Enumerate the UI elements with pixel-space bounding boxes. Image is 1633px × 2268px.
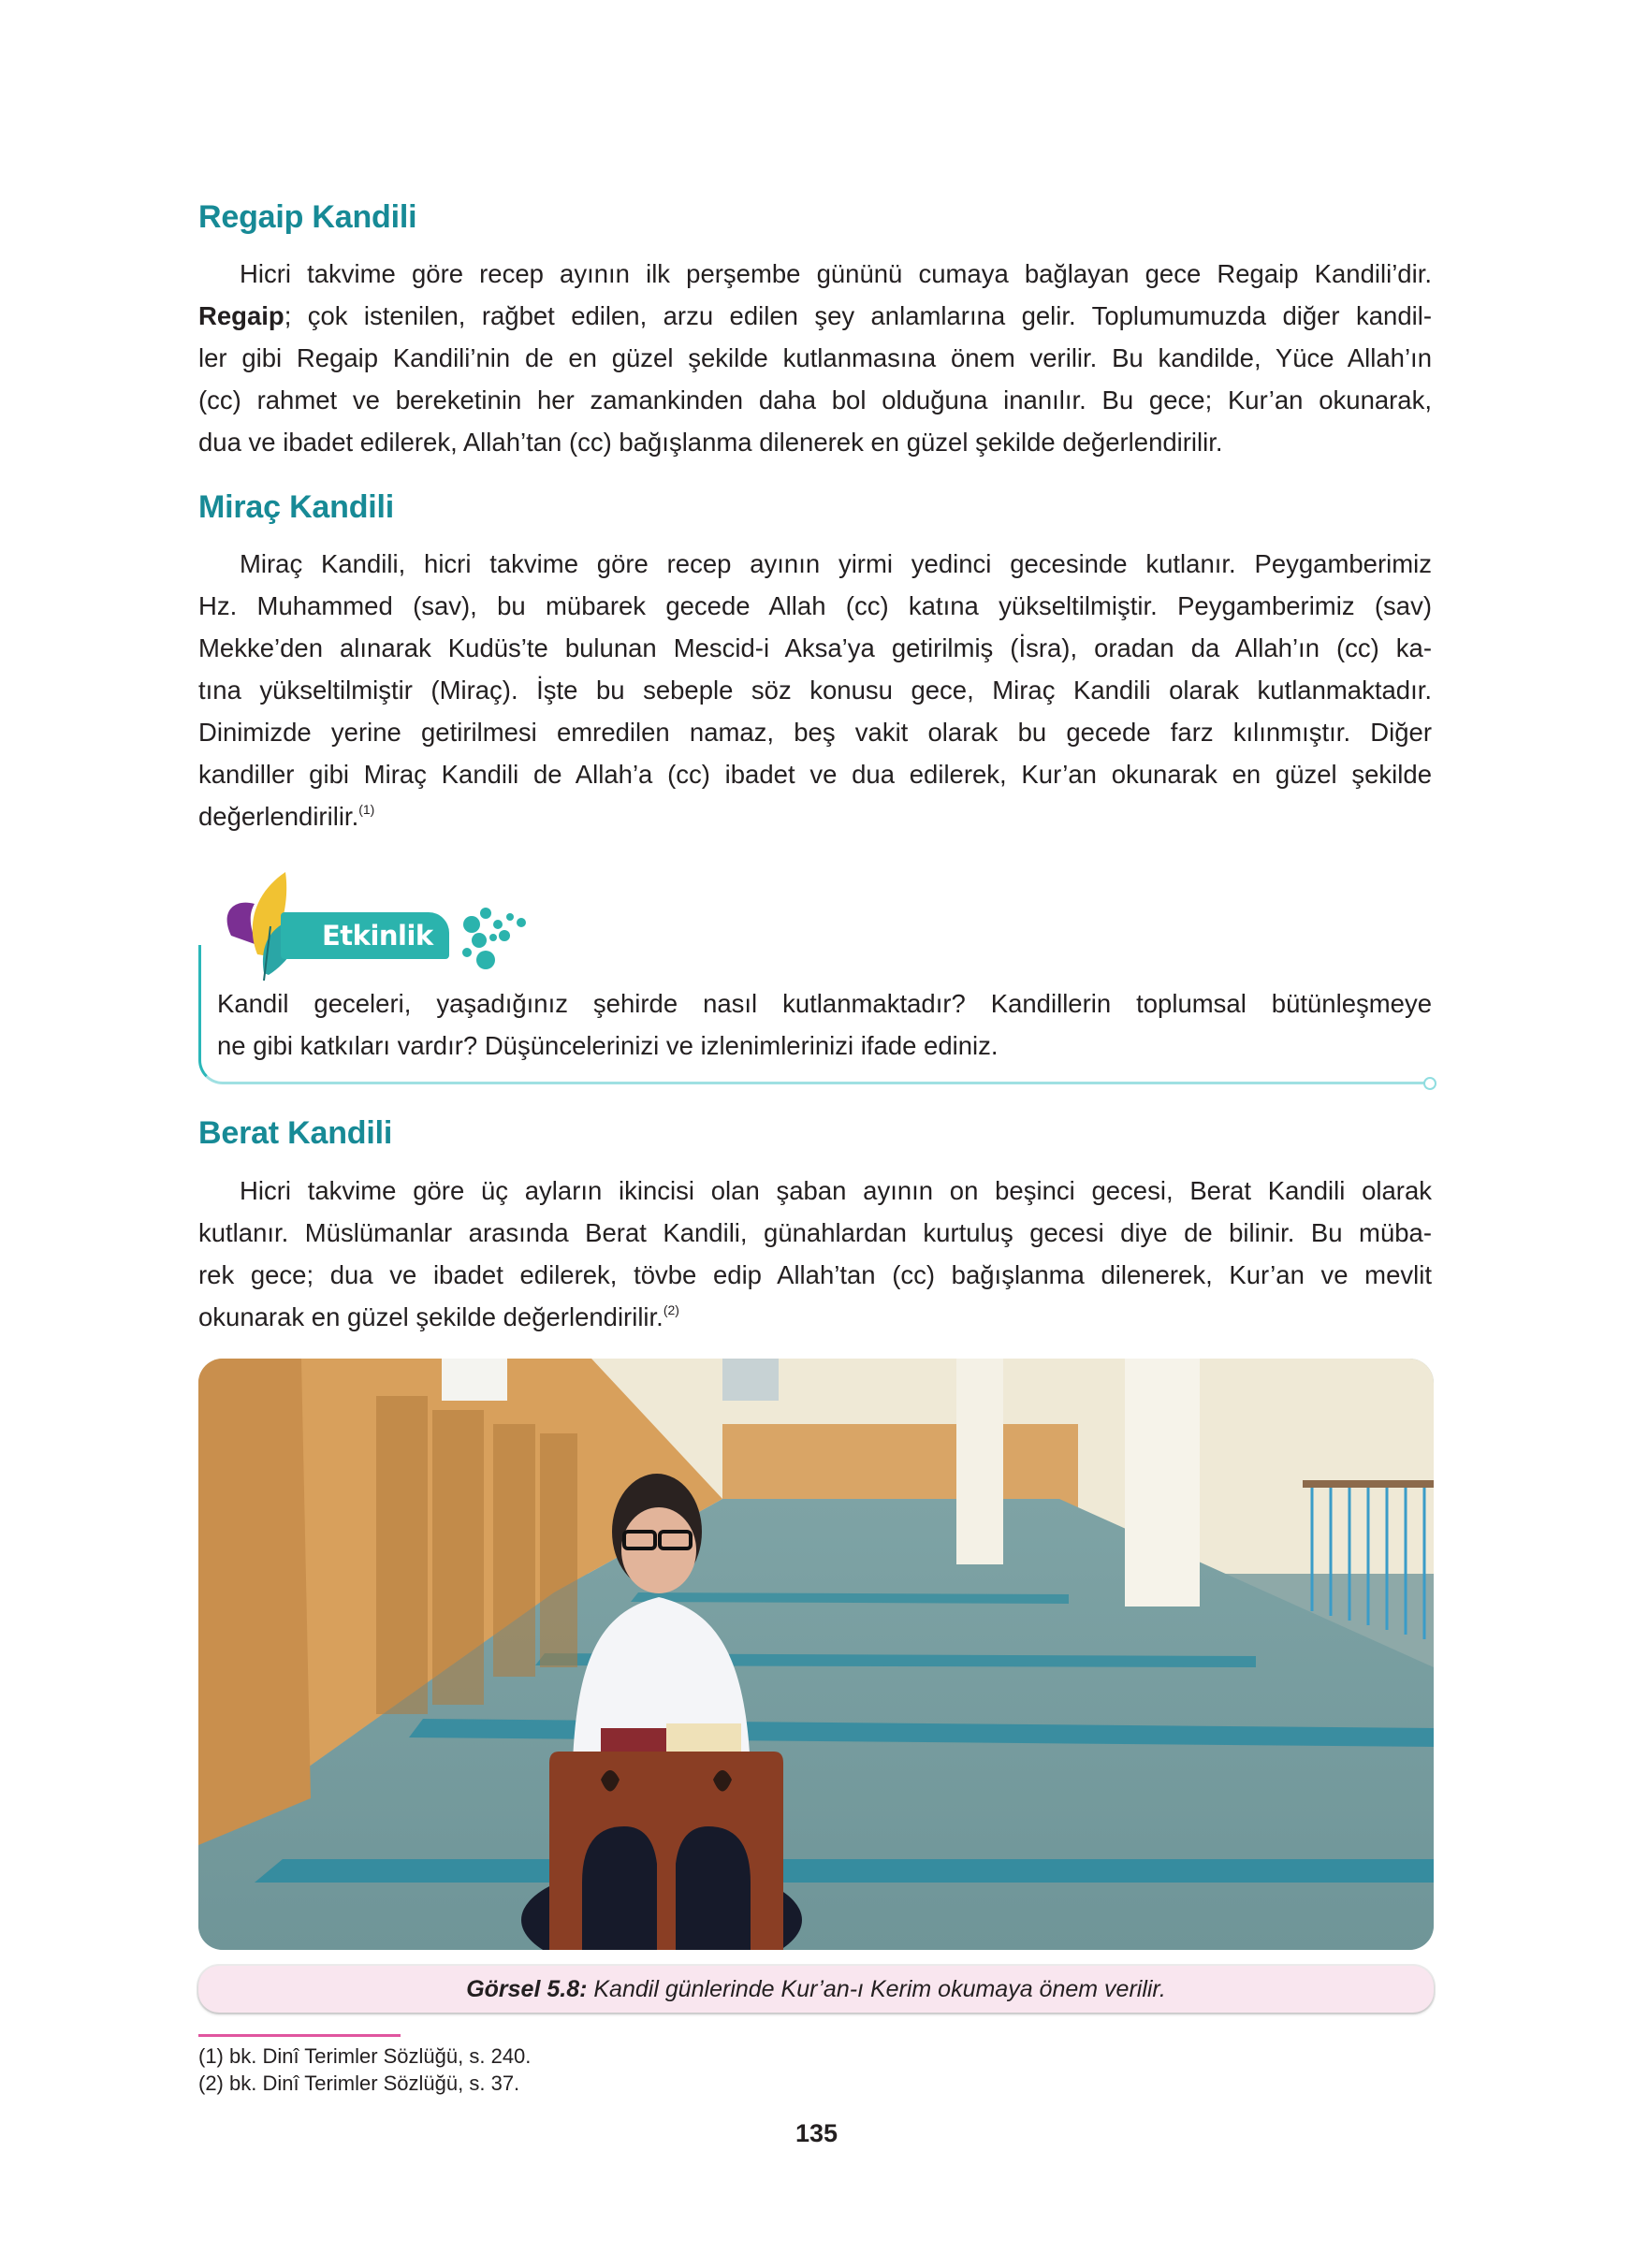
heading-berat-kandili: Berat Kandili bbox=[198, 1115, 393, 1151]
text-line: rek gece; dua ve ibadet edilerek, tövbe edip Allah’tan (cc) bağışlanma dilenerek, Kur’an ve mevlit bbox=[198, 1260, 1432, 1289]
activity-label: Etkinlik bbox=[281, 912, 449, 959]
footnote-2: (2) bk. Dinî Terimler Sözlüğü, s. 37. bbox=[198, 2072, 520, 2095]
footnote-1: (1) bk. Dinî Terimler Sözlüğü, s. 240. bbox=[198, 2044, 532, 2068]
text-line: ler gibi Regaip Kandili’nin de en güzel şekilde kutlanmasına önem verilir. Bu kandilde, Yüce Allah’ın bbox=[198, 343, 1432, 372]
heading-mirac-kandili: Miraç Kandili bbox=[198, 489, 395, 525]
figure-caption bbox=[198, 1966, 1434, 2013]
figure-label: Görsel 5.8: bbox=[466, 1976, 588, 2002]
paragraph-berat bbox=[198, 1170, 1432, 1338]
activity-text bbox=[217, 982, 1432, 1067]
text-line: Dinimizde yerine getirilmesi emredilen namaz, beş vakit olarak bu gecede farz kılınmıştır. Diğer bbox=[198, 718, 1432, 747]
photo-illustration bbox=[198, 1359, 1434, 1950]
footnote-ref-1: (1) bbox=[358, 802, 375, 817]
page-number: 135 bbox=[795, 2119, 838, 2147]
text-line: ne gibi katkıları vardır? Düşüncelerinizi ve izlenimlerinizi ifade ediniz. bbox=[217, 1031, 999, 1060]
text-line: dua ve ibadet edilerek, Allah’tan (cc) bağışlanma dilenerek en güzel şekilde değerlendirilir. bbox=[198, 428, 1223, 457]
footnote-divider bbox=[198, 2034, 401, 2037]
text-line: okunarak en güzel şekilde değerlendirilir. bbox=[198, 1302, 663, 1331]
text-line: Hz. Muhammed (sav), bu mübarek gecede Allah (cc) katına yükseltilmiştir. Peygamberimiz (sav) bbox=[198, 591, 1432, 620]
line-end-circle-icon bbox=[1423, 1077, 1436, 1090]
text-line: Hicri takvime göre recep ayının ilk perşembe gününü cumaya bağlayan gece Regaip Kandili’dir. bbox=[240, 259, 1432, 288]
paragraph-mirac bbox=[198, 543, 1432, 837]
text-line: (cc) rahmet ve bereketinin her zamankinden daha bol olduğuna inanılır. Bu gece; Kur’an okunarak, bbox=[198, 385, 1432, 414]
paragraph-regaip bbox=[198, 253, 1432, 463]
text-line: Miraç Kandili, hicri takvime göre recep ayının yirmi yedinci gecesinde kutlanır. Peygamberimiz bbox=[240, 549, 1432, 578]
text-line: ; çok istenilen, rağbet edilen, arzu edilen şey anlamlarına gelir. Toplumumuzda diğer kandil- bbox=[284, 301, 1432, 330]
heading-regaip-kandili: Regaip Kandili bbox=[198, 199, 417, 235]
figure-photo bbox=[198, 1359, 1434, 1950]
text-line: Hicri takvime göre üç ayların ikincisi olan şaban ayının on beşinci gecesi, Berat Kandili olarak bbox=[240, 1176, 1432, 1205]
text-line: kandiller gibi Miraç Kandili de Allah’a (cc) ibadet ve dua edilerek, Kur’an okunarak en güzel şekilde bbox=[198, 760, 1432, 789]
figure-caption-text: Kandil günlerinde Kur’an-ı Kerim okumaya önem verilir. bbox=[587, 1976, 1166, 2002]
text-line: Mekke’den alınarak Kudüs’te bulunan Mescid-i Aksa’ya getirilmiş (İsra), oradan da Allah’ın (cc) ka- bbox=[198, 633, 1432, 662]
text-line: Kandil geceleri, yaşadığınız şehirde nasıl kutlanmaktadır? Kandillerin toplumsal bütünleşmeye bbox=[217, 989, 1432, 1018]
footnote-ref-2: (2) bbox=[663, 1302, 679, 1317]
text-line: değerlendirilir. bbox=[198, 802, 359, 831]
bold-term-regaip: Regaip bbox=[198, 301, 284, 330]
text-line: kutlanır. Müslümanlar arasında Berat Kandili, günahlardan kurtuluş gecesi diye de bilinir. Bu müba- bbox=[198, 1218, 1432, 1247]
text-line: tına yükseltilmiştir (Miraç). İşte bu sebeple söz konusu gece, Miraç Kandili olarak kutlanmaktadır. bbox=[198, 676, 1432, 705]
